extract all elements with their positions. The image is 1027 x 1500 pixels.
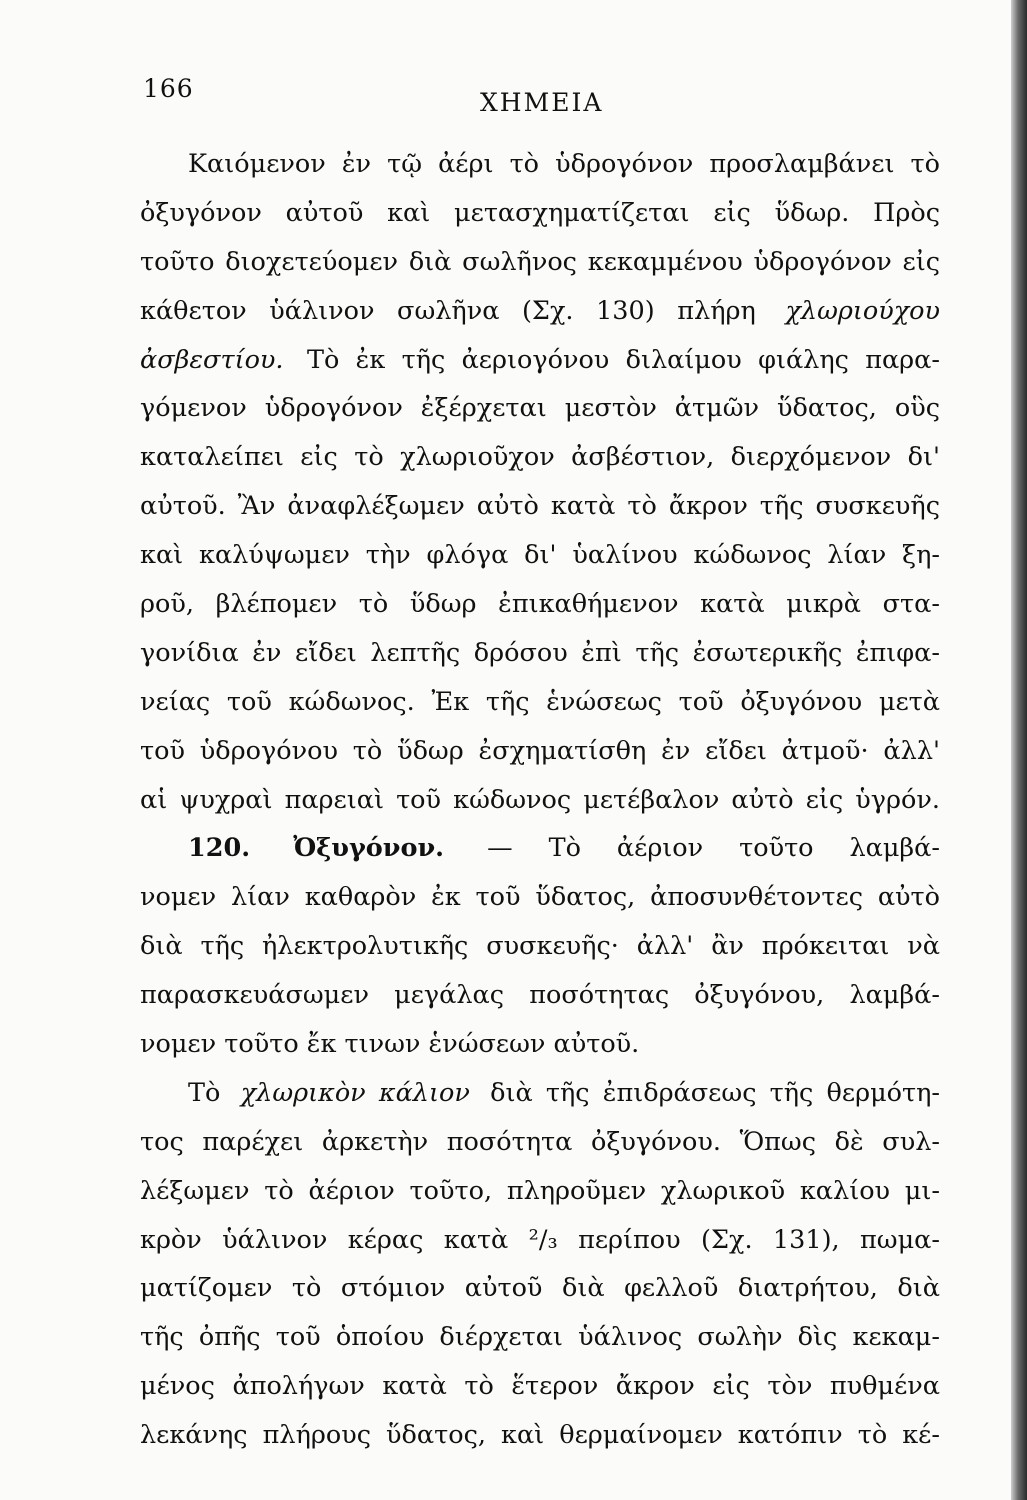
text-segment: Τὸ bbox=[188, 1077, 221, 1108]
text-line: κρὸν ὑάλινον κέρας κατὰ ²/₃ περίπου (Σχ. 131), πωμα- bbox=[140, 1224, 940, 1255]
text-line bbox=[140, 287, 940, 336]
page-binding-edge bbox=[1011, 0, 1027, 1500]
section-heading-line bbox=[140, 824, 940, 873]
body-text bbox=[140, 140, 940, 1460]
text-line: τοῦ ὑδρογόνου τὸ ὕδωρ ἐσχηματίσθη ἐν εἴδει ἀτμοῦ· ἀλλ' bbox=[140, 735, 940, 766]
italic-term: χλωρικὸν κάλιον bbox=[240, 1077, 470, 1108]
text-line: καταλείπει εἰς τὸ χλωριοῦχον ἀσβέστιον, διερχόμενον δι' bbox=[140, 442, 940, 473]
text-line: ὀξυγόνον αὐτοῦ καὶ μετασχηματίζεται εἰς ὕδωρ. Πρὸς bbox=[140, 197, 940, 228]
text-line: γόμενον ὑδρογόνον ἐξέρχεται μεστὸν ἀτμῶν ὕδατος, οὓς bbox=[140, 393, 940, 424]
text-line: διὰ τῆς ἠλεκτρολυτικῆς συσκευῆς· ἀλλ' ἂν πρόκειται νὰ bbox=[140, 931, 940, 962]
text-line bbox=[140, 1069, 940, 1118]
text-line: μένος ἀπολήγων κατὰ τὸ ἕτερον ἄκρον εἰς τὸν πυθμένα bbox=[140, 1371, 940, 1402]
text-line bbox=[140, 336, 940, 385]
text-segment: διὰ τῆς ἐπιδράσεως τῆς θερμότη- bbox=[490, 1077, 940, 1108]
text-segment: Τὸ ἐκ τῆς ἀεριογόνου διλαίμου φιάλης παρα- bbox=[306, 344, 941, 375]
text-line: παρασκευάσωμεν μεγάλας ποσότητας ὀξυγόνου, λαμβά- bbox=[140, 980, 940, 1011]
text-line: καὶ καλύψωμεν τὴν φλόγα δι' ὑαλίνου κώδωνος λίαν ξη- bbox=[140, 540, 940, 571]
running-title: ΧΗΜΕΙΑ bbox=[480, 88, 604, 117]
text-line: αὐτοῦ. Ἂν ἀναφλέξωμεν αὐτὸ κατὰ τὸ ἄκρον τῆς συσκευῆς bbox=[140, 491, 940, 522]
text-line: νείας τοῦ κώδωνος. Ἐκ τῆς ἑνώσεως τοῦ ὀξυγόνου μετὰ bbox=[140, 686, 940, 717]
page-number: 166 bbox=[143, 74, 194, 103]
section-title: Ὀξυγόνον. bbox=[293, 833, 445, 864]
text-line: ροῦ, βλέπομεν τὸ ὕδωρ ἐπικαθήμενον κατὰ μικρὰ στα- bbox=[140, 589, 940, 620]
text-segment: κάθετον ὑάλινον σωλῆνα (Σχ. 130) πλήρη bbox=[140, 295, 756, 326]
text-line: τῆς ὀπῆς τοῦ ὁποίου διέρχεται ὑάλινος σωλὴν δὶς κεκαμ- bbox=[140, 1322, 940, 1353]
italic-term: ἀσβεστίου. bbox=[140, 344, 284, 375]
text-line: τοῦτο διοχετεύομεν διὰ σωλῆνος κεκαμμένου ὑδρογόνον εἰς bbox=[140, 246, 940, 277]
text-line: ματίζομεν τὸ στόμιον αὐτοῦ διὰ φελλοῦ διατρήτου, διὰ bbox=[140, 1273, 940, 1304]
section-number: 120. bbox=[188, 833, 251, 864]
text-line: αἱ ψυχραὶ παρειαὶ τοῦ κώδωνος μετέβαλον αὐτὸ εἰς ὑγρόν. bbox=[140, 784, 940, 815]
text-line: γονίδια ἐν εἴδει λεπτῆς δρόσου ἐπὶ τῆς ἐσωτερικῆς ἐπιφα- bbox=[140, 637, 940, 668]
text-segment: — Τὸ ἀέριον τοῦτο λαμβά- bbox=[487, 833, 941, 864]
text-line: Καιόμενον ἐν τῷ ἀέρι τὸ ὑδρογόνον προσλαμβάνει τὸ bbox=[188, 149, 940, 179]
text-line: λεκάνης πλήρους ὕδατος, καὶ θερμαίνομεν κατόπιν τὸ κέ- bbox=[140, 1420, 940, 1451]
text-line: νομεν λίαν καθαρὸν ἐκ τοῦ ὕδατος, ἀποσυνθέτοντες αὐτὸ bbox=[140, 882, 940, 913]
italic-term: χλωριούχου bbox=[785, 295, 941, 326]
text-line: τος παρέχει ἀρκετὴν ποσότητα ὀξυγόνου. Ὅπως δὲ συλ- bbox=[140, 1126, 940, 1157]
text-line: λέξωμεν τὸ ἀέριον τοῦτο, πληροῦμεν χλωρικοῦ καλίου μι- bbox=[140, 1175, 940, 1206]
text-line: νομεν τοῦτο ἔκ τινων ἑνώσεων αὐτοῦ. bbox=[140, 1029, 640, 1060]
